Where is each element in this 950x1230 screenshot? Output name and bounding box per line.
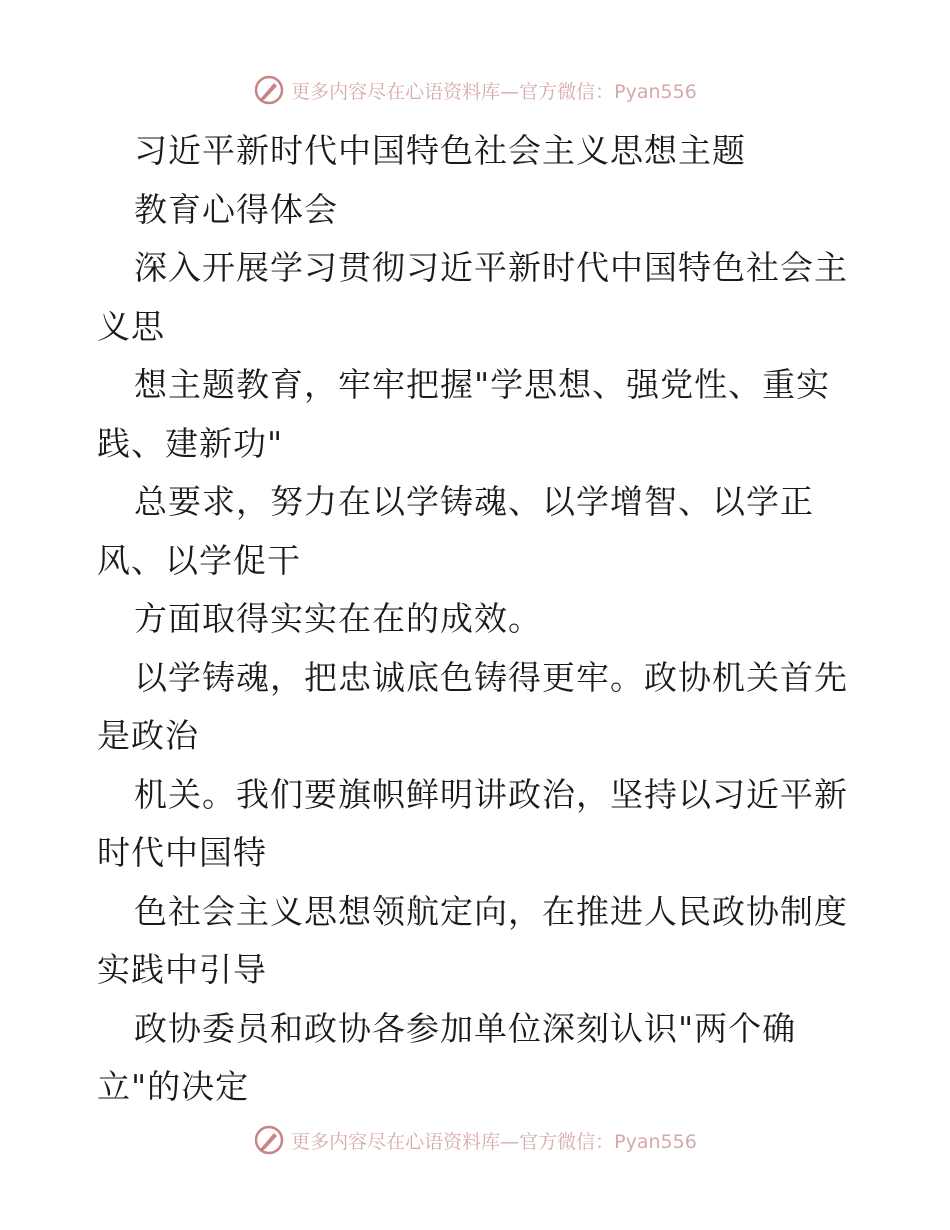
doc-line: 实践中引导	[97, 950, 267, 989]
doc-line: 习近平新时代中国特色社会主义思想主题	[134, 131, 746, 170]
document-body	[97, 122, 857, 1117]
watermark-text: 更多内容尽在心语资料库—官方微信：Pyan556	[291, 1130, 697, 1153]
doc-line: 总要求，努力在以学铸魂、以学增智、以学正	[134, 482, 814, 521]
pen-circle-logo-icon	[253, 1124, 285, 1156]
header-watermark	[0, 70, 950, 110]
watermark-text: 更多内容尽在心语资料库—官方微信：Pyan556	[291, 80, 697, 103]
doc-line: 时代中国特	[97, 833, 267, 872]
doc-line: 以学铸魂，把忠诚底色铸得更牢。政协机关首先	[134, 657, 848, 697]
doc-line: 政协委员和政协各参加单位深刻认识"两个确	[134, 1008, 797, 1048]
doc-line: 义思	[97, 306, 165, 346]
doc-line: 立"的决定	[97, 1067, 250, 1106]
doc-line: 是政治	[97, 716, 199, 755]
doc-line: 想主题教育，牢牢把握"学思想、强党性、重实	[134, 365, 831, 404]
doc-line: 风、以学促干	[97, 540, 301, 580]
doc-line: 深入开展学习贯彻习近平新时代中国特色社会主	[134, 248, 848, 287]
pen-circle-logo-icon	[253, 74, 285, 106]
footer-watermark	[0, 1120, 950, 1160]
doc-line: 践、建新功"	[97, 423, 284, 463]
doc-line: 教育心得体会	[134, 189, 338, 229]
doc-line: 方面取得实实在在的成效。	[134, 599, 542, 638]
doc-line: 机关。我们要旗帜鲜明讲政治，坚持以习近平新	[134, 774, 848, 814]
doc-line: 色社会主义思想领航定向，在推进人民政协制度	[134, 891, 848, 931]
